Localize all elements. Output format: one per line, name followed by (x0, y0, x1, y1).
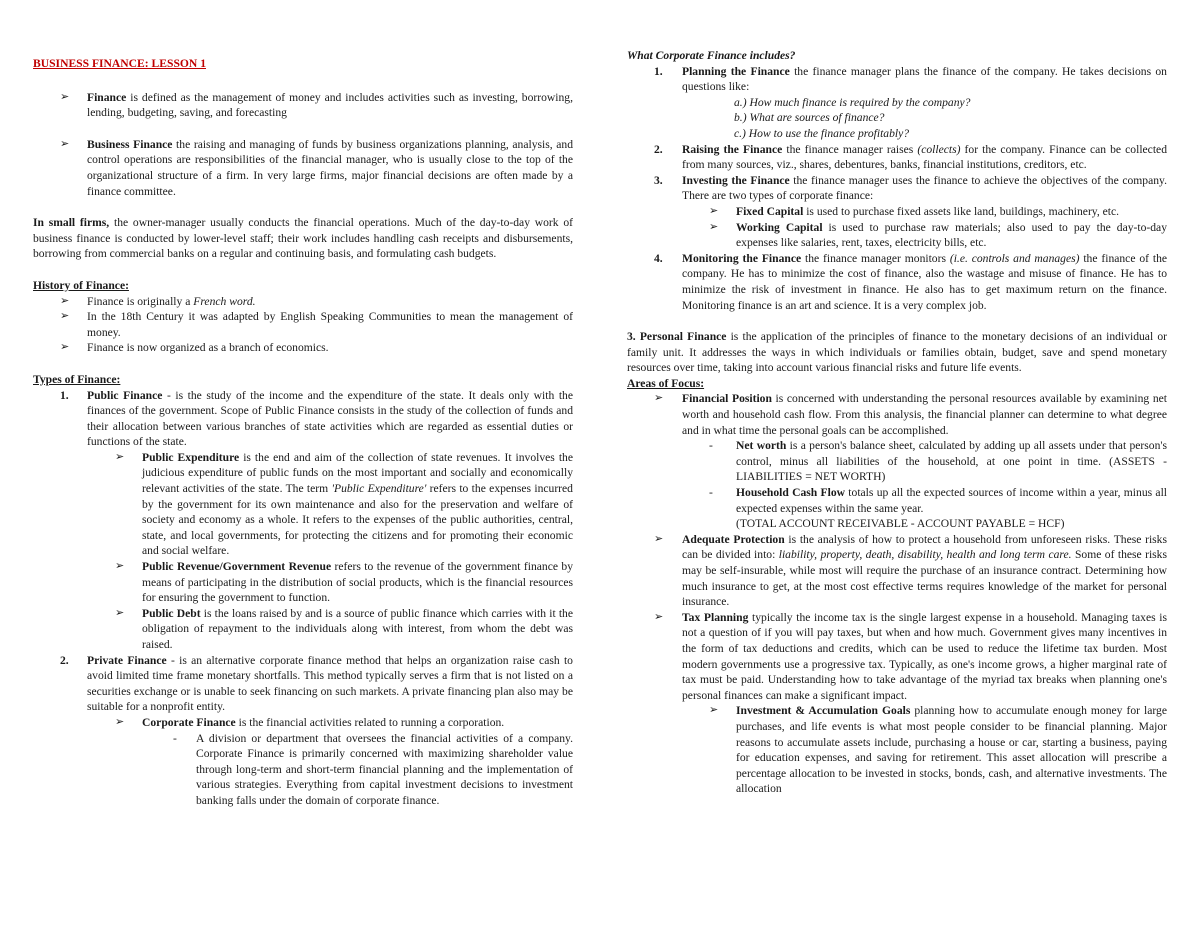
planning-question: a.) How much finance is required by the company? (734, 95, 971, 109)
raising-item: 2. Raising the Finance the finance manager raises (collects) for the company. Finance can be collected from many sources, viz., shares, debentures, banks, financial institutions, creditors, etc. (654, 142, 1167, 172)
history-heading: History of Finance: (33, 278, 129, 292)
public-debt-item: ➢ Public Debt is the loans raised by and is a source of public finance which carries with it the obligation of repayment to the individuals along with interest, from whom the debt was raised. (115, 606, 573, 651)
list-number: 3. (654, 173, 663, 187)
includes-heading: What Corporate Finance includes? (627, 49, 796, 62)
dash-bullet-icon: - (709, 439, 713, 453)
dash-bullet-icon: - (709, 486, 713, 500)
dash-bullet-icon: - (173, 731, 177, 745)
list-number: 2. (654, 142, 663, 156)
small-firms-paragraph: In small firms, the owner-manager usually conducts the financial operations. Much of the day-to-day work of business finance is conducted by lower-level staff; their work includes handling cash receipts and disbursements, borrowing from commercial banks on a regular and continuing basis, and formulating cash budgets. (33, 216, 573, 261)
arrow-bullet-icon: ➢ (709, 204, 719, 217)
tax-planning-item: ➢ Tax Planning typically the income tax is the single largest expense in a household. Managing taxes is not a question of if you will pay taxes, but when and how much. Government gives many incentives in the form of tax deductions and credits, which can be used to reduce the lifetime tax burden. Most modern governments use a progressive tax. Typically, as one's income grows, a higher marginal rate of tax must be paid. Understanding how to take advantage of the myriad tax breaks when planning one's personal finances can make a significant impact. (654, 610, 1168, 702)
arrow-bullet-icon: ➢ (60, 137, 70, 150)
hcf-formula: (TOTAL ACCOUNT RECEIVABLE - ACCOUNT PAYABLE = HCF) (736, 517, 1065, 531)
list-number: 1. (60, 388, 69, 402)
arrow-bullet-icon: ➢ (60, 310, 70, 323)
private-finance-item: 2. Private Finance - is an alternative corporate finance method that helps an organization raise cash to avoid limited time frame monetary shortfalls. This method typically serves a firm that is not listed on a securities exchange or is unable to seek financing on such markets. A private financing plan also may be suitable for a nonprofit entity. (60, 653, 573, 714)
finance-definition: ➢ Finance is defined as the management of money and includes activities such as investing, borrowing, lending, budgeting, saving, and forecasting (60, 90, 573, 120)
left-column (33, 48, 573, 809)
investment-goals-item: ➢ Investment & Accumulation Goals planning how to accumulate enough money for large purchases, and life events is what most people consider to be financial planning. Major reasons to accumulate assets include, purchasing a house or car, starting a business, paying for education expenses, and saving for retirement. This asset allocation will prescribe a percentage allocation to be invested in stocks, bonds, cash, and alternative investments. The allocation (709, 704, 1167, 796)
public-expenditure-item: ➢ Public Expenditure is the end and aim of the collection of state revenues. It involves the judicious expenditure of public funds on the most important and socially and economically relevant activities of the state. The term 'Public Expenditure' refers to the expenses incurred by the government for its own maintenance and also for the preservation and welfare of society and economy as a whole. It refers to the expenses of the public authorities, central, state, and local governments, for protecting the citizens and for promoting their economic and social welfare. (115, 450, 573, 558)
arrow-bullet-icon: ➢ (709, 220, 719, 233)
fixed-capital-item: ➢ Fixed Capital is used to purchase fixed assets like land, buildings, machinery, etc. (709, 204, 1120, 218)
lesson-title: BUSINESS FINANCE: LESSON 1 (33, 57, 206, 70)
public-finance-item: 1. Public Finance - is the study of the income and the expenditure of the state. It deals only with the finances of the government. Scope of Public Finance consists in the study of the collection of funds and their allocation between various branches of state activities which are regarded as essential duties or functions of the state. (60, 388, 573, 449)
arrow-bullet-icon: ➢ (115, 450, 125, 463)
list-number: 4. (654, 251, 663, 265)
arrow-bullet-icon: ➢ (709, 704, 719, 717)
arrow-bullet-icon: ➢ (60, 90, 70, 103)
arrow-bullet-icon: ➢ (115, 715, 125, 728)
planning-question: c.) How to use the finance profitably? (734, 126, 910, 140)
arrow-bullet-icon: ➢ (654, 610, 664, 623)
history-item: ➢ In the 18th Century it was adapted by English Speaking Communities to mean the management of money. (60, 310, 573, 339)
household-cash-flow-item: - Household Cash Flow totals up all the expected sources of income within a year, minus all expected expenses within the same year. (TOTAL ACCOUNT RECEIVABLE - ACCOUNT PAYABLE = HCF) (709, 486, 1168, 531)
business-finance-definition: ➢ Business Finance the raising and managing of funds by business organizations planning, analysis, and control operations are responsibilities of the financial manager, who is usually close to the top of the organizational structure of a firm. In very large firms, major financial decisions are often made by a finance committee. (60, 137, 573, 198)
arrow-bullet-icon: ➢ (654, 532, 664, 545)
working-capital-item: ➢ Working Capital is used to purchase raw materials; also used to pay the day-to-day expenses like salaries, rent, taxes, electricity bills, etc. (709, 220, 1167, 250)
net-worth-item: - Net worth is a person's balance sheet, calculated by adding up all assets under that person's control, minus all liabilities of the household, at one point in time. (ASSETS - LIABILITIES = NET WORTH) (709, 439, 1167, 484)
public-revenue-item: ➢ Public Revenue/Government Revenue refers to the revenue of the government finance by means of participating in the distribution of social products, which is the financial resources for ensuring the government to function. (115, 560, 573, 605)
right-column (627, 48, 1167, 797)
arrow-bullet-icon: ➢ (115, 560, 125, 573)
history-item: ➢ Finance is now organized as a branch of economics. (60, 341, 329, 355)
monitoring-item: 4. Monitoring the Finance the finance manager monitors (i.e. controls and manages) the finance of the company. He has to minimize the cost of finance, also the wastage and misuse of finance. He has to minimize the risk of investment in finance. He also has to get maximum return on the finance. Monitoring finance is an art and science. It is a very complex job. (654, 251, 1168, 312)
investing-item: 3. Investing the Finance the finance manager uses the finance to achieve the objectives of the company. There are two types of corporate finance: (654, 173, 1167, 203)
arrow-bullet-icon: ➢ (60, 294, 70, 307)
arrow-bullet-icon: ➢ (60, 341, 70, 354)
arrow-bullet-icon: ➢ (115, 606, 125, 619)
personal-finance-paragraph: 3. Personal Finance is the application of the principles of finance to the monetary decisions of an individual or family unit. It addresses the ways in which individuals or families obtain, budget, save and spend monetary resources over time, taking into account various financial risks and future life events. (627, 330, 1167, 375)
corporate-finance-item: ➢ Corporate Finance is the financial activities related to running a corporation. (115, 715, 505, 729)
list-number: 1. (654, 64, 663, 78)
planning-item: 1. Planning the Finance the finance manager plans the finance of the company. He takes decisions on questions like: (654, 64, 1167, 94)
arrow-bullet-icon: ➢ (654, 392, 664, 405)
history-item: ➢ Finance is originally a French word. (60, 294, 256, 308)
financial-position-item: ➢ Financial Position is concerned with understanding the personal resources available by examining net worth and household cash flow. From this analysis, the financial planner can determine to what degree and in what time the personal goals can be accomplished. (654, 392, 1167, 437)
areas-heading: Areas of Focus: (627, 376, 705, 390)
list-number: 2. (60, 653, 69, 667)
types-heading: Types of Finance: (33, 372, 121, 386)
adequate-protection-item: ➢ Adequate Protection is the analysis of how to protect a household from unforeseen risks. These risks can be divided into: liability, property, death, disability, health and long term care. Some of these risks may be self-insurable, while most will require the purchase of an insurance contract. Determining how much insurance to get, at the most cost effective terms requires knowledge of the market for personal insurance. (654, 532, 1167, 609)
planning-question: b.) What are sources of finance? (734, 111, 885, 125)
corporate-division-item: - A division or department that oversees the financial activities of a company. Corporate Finance is primarily concerned with maximizing shareholder value through long-term and short-term financial planning and the implementation of various strategies. Everything from capital investment decisions to investment banking falls under the domain of corporate finance. (173, 731, 573, 807)
